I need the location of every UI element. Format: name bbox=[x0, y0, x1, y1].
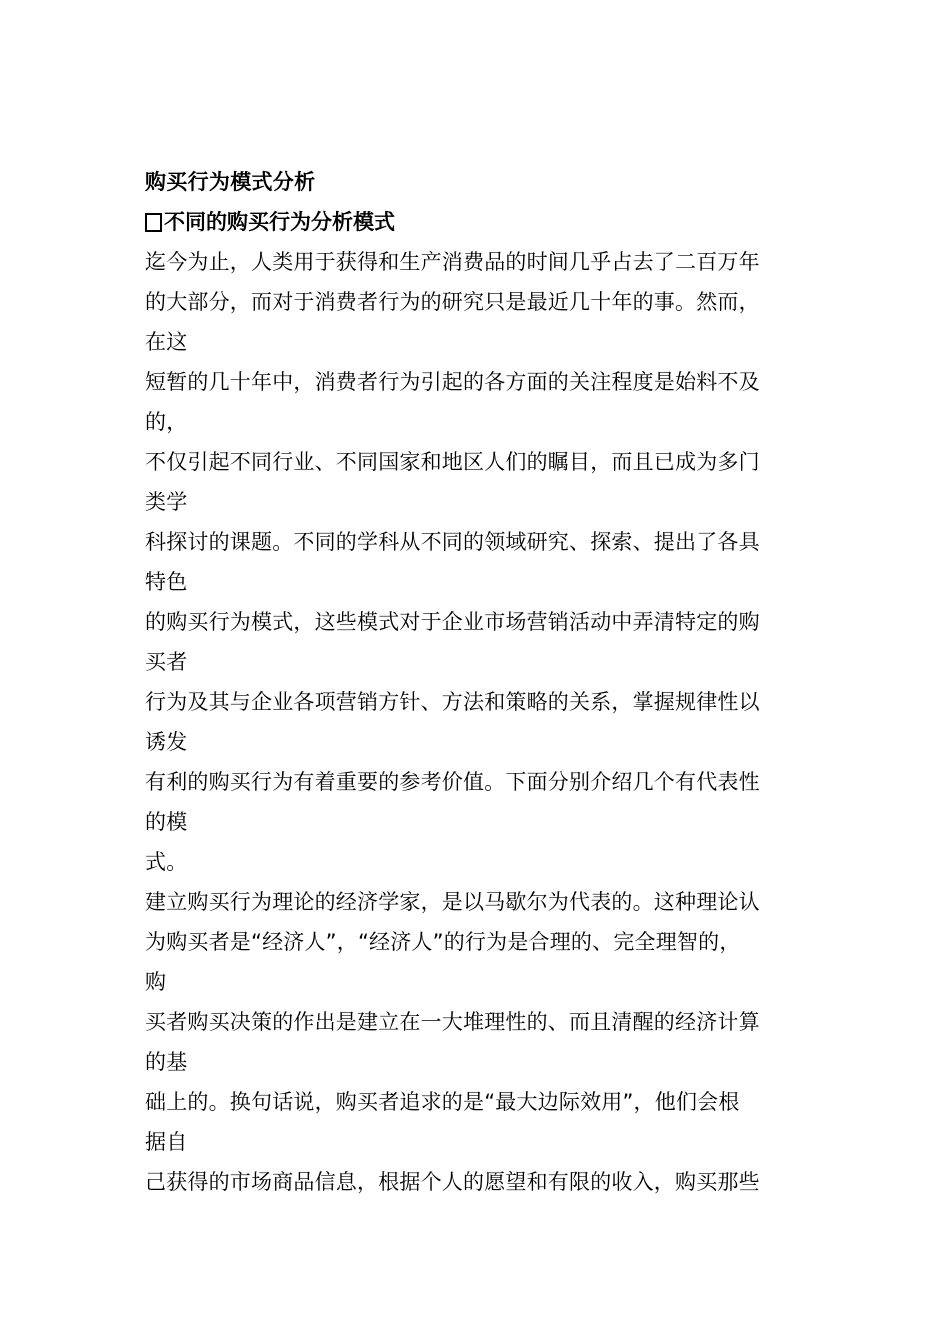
text-line: 己获得的市场商品信息，根据个人的愿望和有限的收入，购买那些 bbox=[145, 1170, 760, 1194]
text-line: 式。 bbox=[145, 850, 188, 874]
document-page bbox=[145, 162, 805, 1202]
text-line: 的基 bbox=[145, 1050, 188, 1074]
text-line: 据自 bbox=[145, 1130, 188, 1154]
text-line: 短暂的几十年中，消费者行为引起的各方面的关注程度是始料不及 bbox=[145, 370, 760, 394]
text-line: 特色 bbox=[145, 570, 188, 594]
square-box-icon bbox=[145, 213, 162, 232]
text-line: 的大部分，而对于消费者行为的研究只是最近几十年的事。然而， bbox=[145, 290, 760, 314]
text-line: 有利的购买行为有着重要的参考价值。下面分别介绍几个有代表性 bbox=[145, 770, 760, 794]
text-line: 为购买者是“经济人”，“经济人”的行为是合理的、完全理智的， bbox=[145, 930, 741, 954]
body-text bbox=[145, 242, 805, 1202]
document-title: 购买行为模式分析 bbox=[145, 170, 316, 194]
text-line: 础上的。换句话说，购买者追求的是“最大边际效用”，他们会根 bbox=[145, 1090, 740, 1114]
text-line: 类学 bbox=[145, 490, 188, 514]
text-line: 的购买行为模式，这些模式对于企业市场营销活动中弄清特定的购 bbox=[145, 610, 760, 634]
text-line: 科探讨的课题。不同的学科从不同的领域研究、探索、提出了各具 bbox=[145, 530, 760, 554]
text-line: 诱发 bbox=[145, 730, 188, 754]
text-line: 不仅引起不同行业、不同国家和地区人们的瞩目，而且已成为多门 bbox=[145, 450, 760, 474]
text-line: 迄今为止，人类用于获得和生产消费品的时间几乎占去了二百万年 bbox=[145, 250, 760, 274]
text-line: 购 bbox=[145, 970, 167, 994]
text-line: 行为及其与企业各项营销方针、方法和策略的关系，掌握规律性以 bbox=[145, 690, 760, 714]
text-line: 买者购买决策的作出是建立在一大堆理性的、而且清醒的经济计算 bbox=[145, 1010, 760, 1034]
section-heading: 不同的购买行为分析模式 bbox=[164, 210, 395, 234]
text-line: 买者 bbox=[145, 650, 188, 674]
section-heading-row bbox=[145, 202, 805, 242]
text-line: 的模 bbox=[145, 810, 188, 834]
text-line: 建立购买行为理论的经济学家，是以马歇尔为代表的。这种理论认 bbox=[145, 890, 760, 914]
text-line: 的， bbox=[145, 410, 188, 434]
text-line: 在这 bbox=[145, 330, 188, 354]
